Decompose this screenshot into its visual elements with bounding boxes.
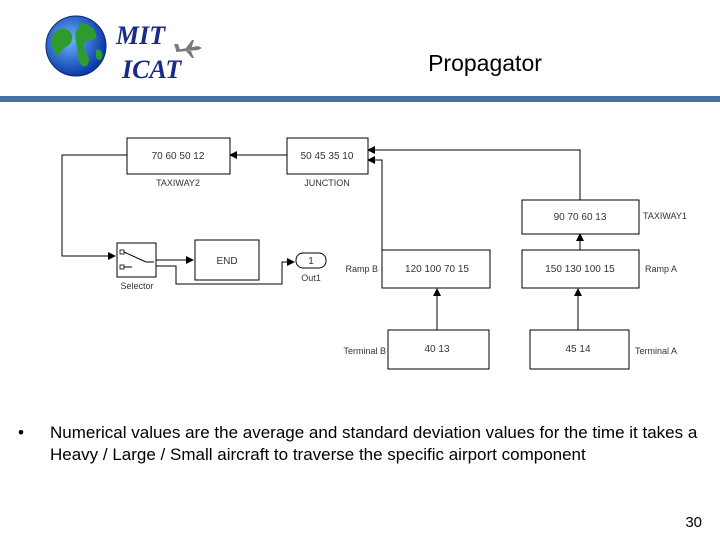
bullet-icon: • [18,423,24,442]
block-ramp-a[interactable] [522,250,677,288]
block-terminal-a-value: 45 14 [565,344,591,355]
block-taxiway2-label: TAXIWAY2 [156,178,200,188]
block-taxiway2-value: 70 60 50 12 [151,151,205,162]
block-ramp-b-value: 120 100 70 15 [405,264,469,275]
connector-rampb-junction [368,160,382,268]
logo-text-line2: ICAT [122,55,182,84]
block-ramp-a-label: Ramp A [645,264,678,274]
block-out1-value: 1 [308,256,314,267]
block-terminal-b[interactable] [343,330,489,369]
block-junction-value: 50 45 35 10 [300,151,354,162]
block-taxiway1-label: TAXIWAY1 [643,211,687,221]
logo-text-line1: MIT [116,21,166,50]
block-terminal-a-label: Terminal A [635,346,678,356]
block-ramp-b-label: Ramp B [345,264,378,274]
block-out1[interactable] [296,253,326,283]
slide-title: Propagator [428,50,542,76]
bullet-point [18,422,698,466]
block-ramp-b[interactable] [345,250,490,288]
connector-taxiway1-junction [368,150,580,200]
block-junction-label: JUNCTION [304,178,350,188]
block-terminal-a[interactable] [530,330,677,369]
block-end[interactable] [195,240,259,280]
block-taxiway1[interactable] [522,200,687,234]
connector-taxiway2-selector [62,155,127,256]
block-junction[interactable] [287,138,368,188]
block-end-value: END [216,256,238,267]
connections [62,150,580,330]
block-ramp-a-value: 150 130 100 15 [545,264,615,275]
bullet-point-text: Numerical values are the average and standard deviation values for the time it takes a Heavy / Large / Small aircraft to traverse the specific airport component [50,423,698,464]
block-taxiway2[interactable] [127,138,230,188]
block-terminal-b-label: Terminal B [343,346,386,356]
slide-number: 30 [685,514,702,531]
block-out1-label: Out1 [301,273,321,283]
block-taxiway1-value: 90 70 60 13 [553,212,607,223]
block-selector-label: Selector [120,281,154,291]
block-selector[interactable] [117,243,156,291]
block-terminal-b-value: 40 13 [424,344,450,355]
